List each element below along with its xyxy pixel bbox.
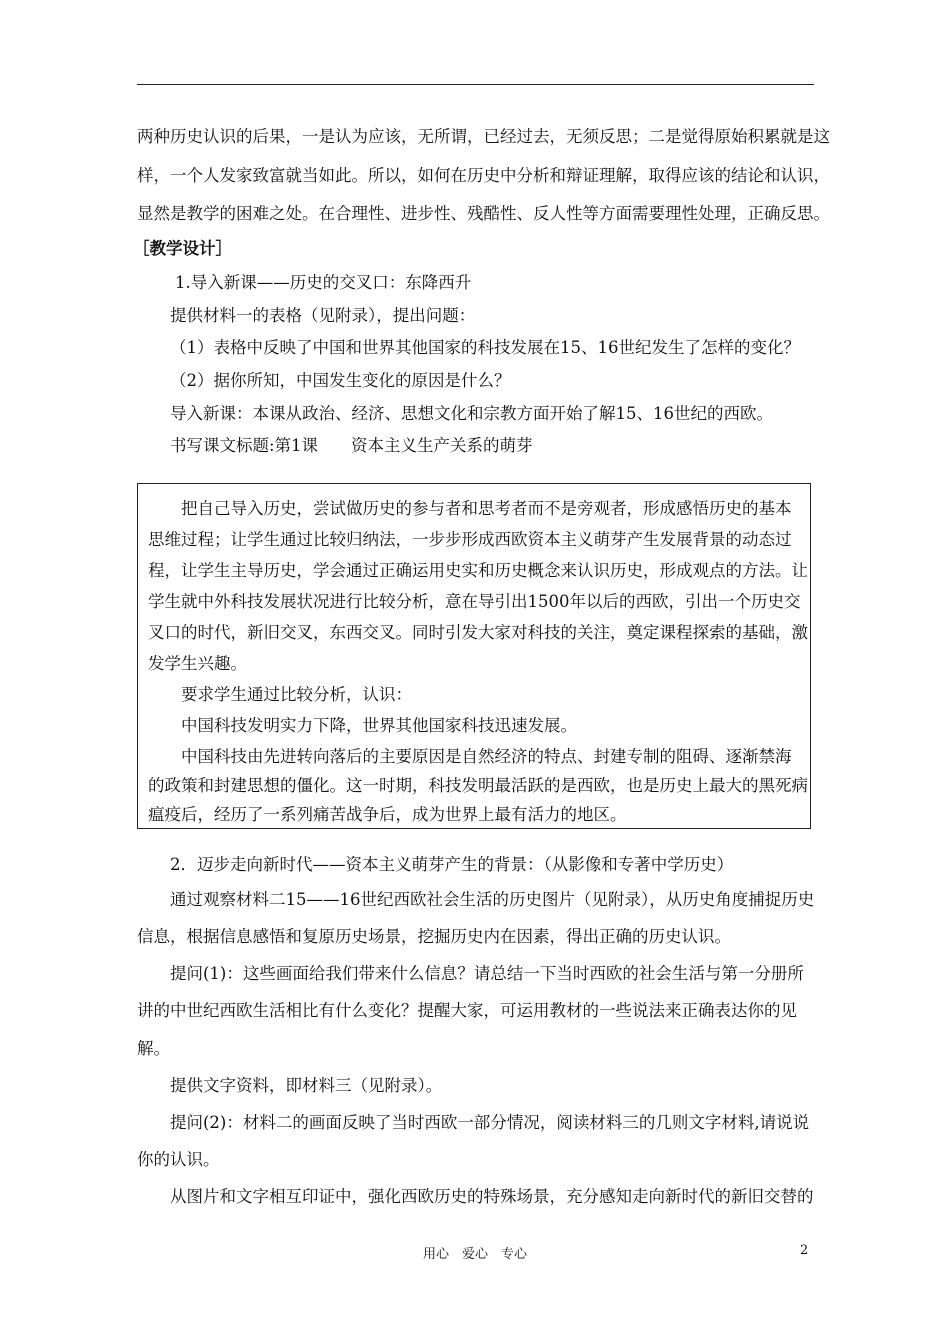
body-text-line: 你的认识。 — [137, 1150, 220, 1169]
box-text-line: 程，让学生主导历史，学会通过正确运用史实和历史概念来认识历史，形成观点的方法。让 — [148, 561, 808, 580]
body-text-line: 导入新课：本课从政治、经济、思想文化和宗教方面开始了解15、16世纪的西欧。 — [170, 404, 773, 423]
body-text-line: 从图片和文字相互印证中，强化西欧历史的特殊场景，充分感知走向新时代的新旧交替的 — [137, 1187, 814, 1206]
question-item: （2）据你所知，中国发生变化的原因是什么？ — [170, 371, 511, 390]
box-text-line: 思维过程；让学生通过比较归纳法，一步步形成西欧资本主义萌芽产生发展背景的动态过 — [148, 530, 792, 549]
body-text-line: 解。 — [137, 1039, 170, 1058]
question-item: （1）表格中反映了中国和世界其他国家的科技发展在15、16世纪发生了怎样的变化？ — [170, 338, 800, 357]
body-text-line: 提问(2)：材料二的画面反映了当时西欧一部分情况，阅读材料三的几则文字材料,请说说 — [137, 1113, 810, 1132]
box-text-line: 要求学生通过比较分析，认识： — [148, 685, 412, 704]
box-text-line: 中国科技由先进转向落后的主要原因是自然经济的特点、封建专制的阻碍、逐渐禁海 — [148, 747, 792, 766]
body-text-line: 通过观察材料二15——16世纪西欧社会生活的历史图片（见附录），从历史角度捕捉历史 — [137, 890, 815, 909]
box-text-line: 的政策和封建思想的僵化。这一时期，科技发明最活跃的是西欧，也是历史上最大的黑死病 — [148, 776, 808, 795]
body-text-line: 信息，根据信息感悟和复原历史场景，挖掘历史内在因素，得出正确的历史认识。 — [137, 927, 731, 946]
box-text-line: 学生就中外科技发展状况进行比较分析，意在导引出1500年以后的西欧，引出一个历史交 — [148, 592, 801, 611]
body-text-line: 讲的中世纪西欧生活相比有什么变化？提醒大家，可运用教材的一些说法来正确表达你的见 — [137, 1001, 797, 1020]
page-number: 2 — [800, 1243, 809, 1258]
body-text-line: 提问(1)：这些画面给我们带来什么信息？请总结一下当时西欧的社会生活与第一分册所 — [137, 964, 804, 983]
box-text-line: 发学生兴趣。 — [148, 654, 247, 673]
lesson-step-title: 1.导入新课——历史的交叉口：东降西升 — [175, 273, 472, 292]
body-text-line: 提供材料一的表格（见附录），提出问题： — [170, 306, 476, 325]
body-text-line: 两种历史认识的后果，一是认为应该，无所谓，已经过去，无须反思；二是觉得原始积累就是这 — [137, 127, 830, 146]
box-text-line: 把自己导入历史，尝试做历史的参与者和思考者而不是旁观者，形成感悟历史的基本 — [148, 499, 792, 518]
body-text-line: 样，一个人发家致富就当如此。所以，如何在历史中分析和辩证理解，取得应该的结论和认识， — [137, 166, 830, 185]
lesson-title-line: 书写课文标题:第1课 资本主义生产关系的萌芽 — [170, 436, 533, 455]
body-text-line: 显然是教学的困难之处。在合理性、进步性、残酷性、反人性等方面需要理性处理，正确反思。 — [137, 204, 830, 223]
footer-motto: 用心 爱心 专心 — [422, 1247, 527, 1262]
lesson-step-title: 2．迈步走向新时代——资本主义萌芽产生的背景：（从影像和专著中学历史） — [137, 855, 734, 874]
header-rule — [137, 84, 814, 85]
section-heading: ［教学设计］ — [133, 239, 232, 258]
box-text-line: 中国科技发明实力下降，世界其他国家科技迅速发展。 — [148, 716, 577, 735]
body-text-line: 提供文字资料，即材料三（见附录）。 — [137, 1076, 443, 1095]
box-text-line: 瘟疫后，经历了一系列痛苦战争后，成为世界上最有活力的地区。 — [148, 805, 627, 824]
design-note-box — [137, 483, 811, 829]
box-text-line: 叉口的时代，新旧交叉，东西交叉。同时引发大家对科技的关注，奠定课程探索的基础，激 — [148, 623, 808, 642]
